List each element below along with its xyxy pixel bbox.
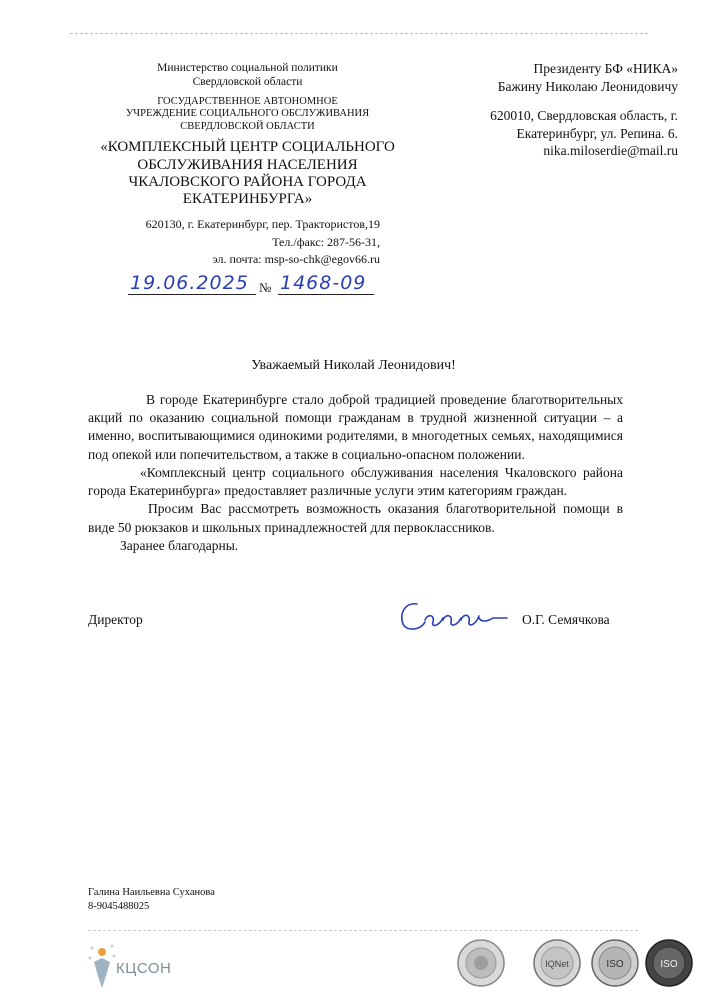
registration-stamp [128, 272, 378, 298]
institution-type-line: СВЕРДЛОВСКОЙ ОБЛАСТИ [180, 120, 315, 132]
iso-seal-icon [590, 938, 640, 988]
greeting: Уважаемый Николай Леонидович! [251, 358, 456, 373]
iqnet-seal-icon [532, 938, 582, 988]
paragraph: Просим Вас рассмотреть возможность оказания благотворительной помощи в виде 50 рюкзаков и школьных принадлежностей для первоклассников. [88, 501, 623, 535]
recipient-title: Президенту БФ «НИКА» [533, 61, 678, 76]
paragraph: «Комплексный центр социального обслуживания населения Чкаловского района города Екатеринбурга» предоставляет различные услуги этим категориям граждан. [88, 464, 623, 499]
executor-phone: 8-9045488025 [88, 901, 150, 913]
svg-text:ISO: ISO [660, 959, 678, 970]
number-underline [278, 294, 374, 295]
svg-text:IQNet: IQNet [545, 959, 569, 969]
registration-number: 1468-09 [280, 272, 367, 294]
logo-figure-icon [88, 942, 118, 990]
letter-body [88, 391, 623, 555]
top-divider [70, 33, 648, 34]
recipient-address-1: 620010, Свердловская область, г. [490, 108, 678, 124]
director-label: Директор [88, 612, 143, 627]
handwritten-signature [395, 596, 510, 636]
institution-name-line: ОБСЛУЖИВАНИЯ НАСЕЛЕНИЯ [137, 156, 358, 173]
institution-type-line: УЧРЕЖДЕНИЕ СОЦИАЛЬНОГО ОБСЛУЖИВАНИЯ [125, 108, 370, 120]
bottom-divider [88, 930, 638, 931]
number-sign: № [259, 280, 272, 295]
paragraph: Заранее благодарны. [120, 537, 239, 553]
executor-name: Галина Наильевна Суханова [88, 887, 215, 898]
institution-name-line: ЕКАТЕРИНБУРГА» [182, 191, 313, 208]
certification-seal-icon [456, 938, 506, 988]
institution-name [95, 139, 400, 208]
recipient-block [440, 60, 678, 160]
sender-block [95, 62, 400, 269]
sender-email: эл. почта: msp-so-chk@egov66.ru [212, 252, 380, 267]
institution-name-line: ЧКАЛОВСКОГО РАЙОНА ГОРОДА [128, 173, 367, 190]
svg-text:ISO: ISO [606, 959, 624, 970]
paragraph: В городе Екатеринбурге стало доброй традицией проведение благотворительных акций по оказанию социальной помощи гражданам в трудной жизненной ситуации – а именно, воспитывающимися одинокими родителями, в многодетных семьях, находящимися под опекой или попечительством, а также в социально-опасном положении. [88, 392, 623, 462]
sender-address: 620130, г. Екатеринбург, пер. Трактористов,19 [145, 217, 380, 232]
recipient-address-2: Екатеринбург, ул. Репина. 6. [516, 125, 678, 141]
recipient-name: Бажину Николаю Леонидовичу [497, 78, 678, 94]
logo-text: КЦСОН [116, 960, 172, 977]
sender-phone: Тел./факс: 287-56-31, [272, 234, 380, 249]
signer-name: О.Г. Семячкова [522, 612, 610, 627]
recipient-email: nika.miloserdie@mail.ru [543, 143, 678, 159]
ministry-line-1: Министерство социальной политики [157, 62, 338, 74]
registration-date: 19.06.2025 [130, 272, 249, 294]
date-underline [128, 294, 256, 295]
executor-info [88, 886, 215, 914]
kcson-logo [88, 942, 208, 992]
institution-name-line: «КОМПЛЕКСНЫЙ ЦЕНТР СОЦИАЛЬНОГО [100, 139, 395, 156]
iso-dark-seal-icon [644, 938, 694, 988]
institution-type-line: ГОСУДАРСТВЕННОЕ АВТОНОМНОЕ [157, 95, 338, 107]
sender-contacts [95, 216, 400, 268]
ministry-line-2: Свердловской области [192, 75, 303, 88]
institution-type [95, 96, 400, 134]
